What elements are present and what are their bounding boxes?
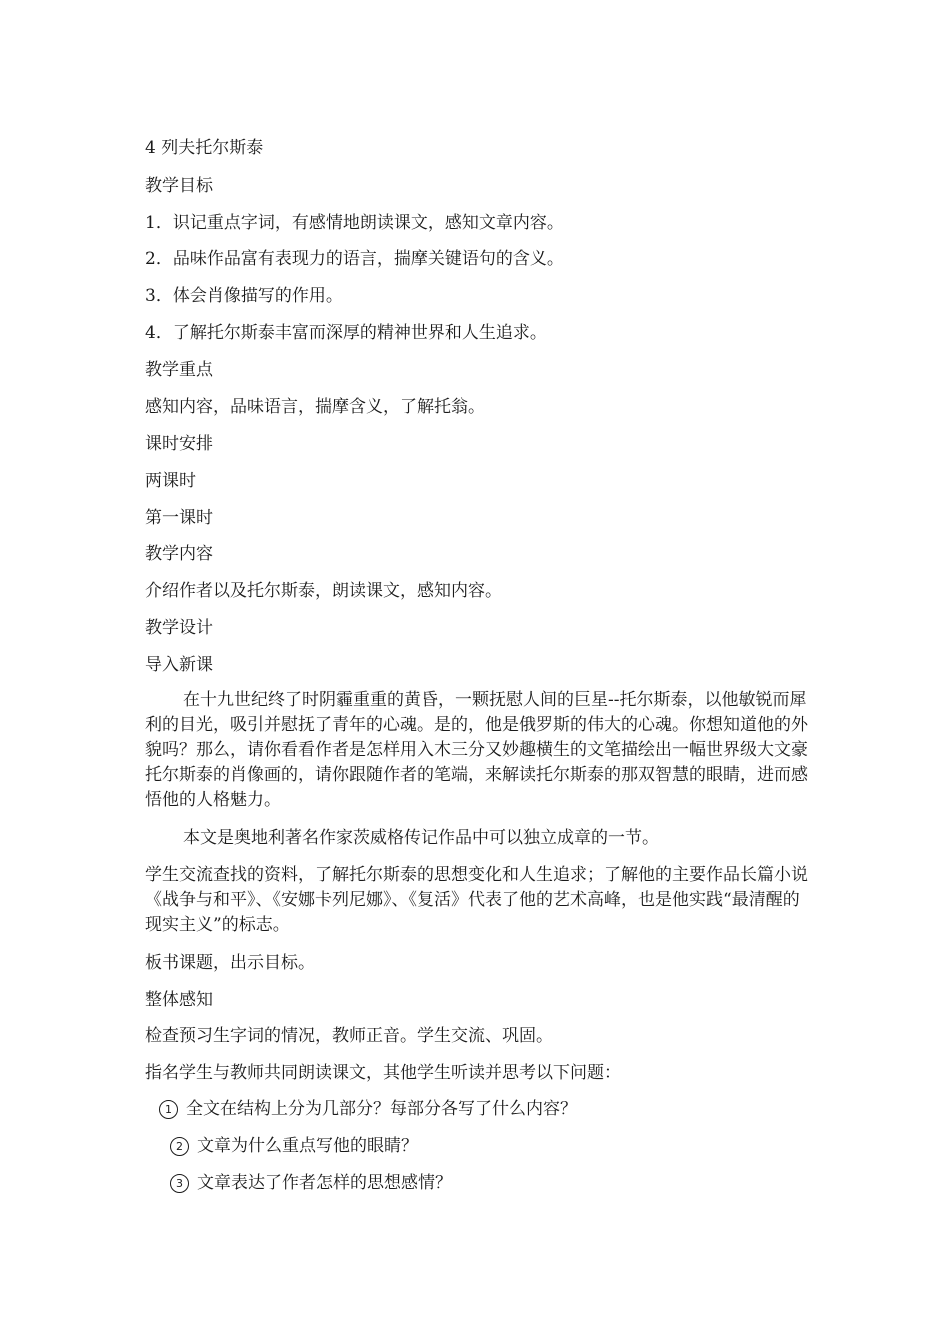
exchange-paragraph: 学生交流查找的资料，了解托尔斯泰的思想变化和人生追求；了解他的主要作品长篇小说《战争与和平》、《安娜卡列尼娜》、《复活》代表了他的艺术高峰，也是他实践“最清醒的现实主义”的标志。 xyxy=(145,865,808,935)
focus-text: 感知内容，品味语言，揣摩含义，了解托翁。 xyxy=(145,397,485,417)
schedule-text: 两课时 xyxy=(145,471,196,491)
goals-heading: 教学目标 xyxy=(145,176,213,196)
content-text: 介绍作者以及托尔斯泰，朗读课文，感知内容。 xyxy=(145,581,502,601)
intro-heading: 导入新课 xyxy=(145,655,213,675)
question-text: 全文在结构上分为几部分？每部分各写了什么内容？ xyxy=(186,1099,577,1119)
design-heading: 教学设计 xyxy=(145,618,213,638)
question-item xyxy=(170,1135,418,1157)
content-heading: 教学内容 xyxy=(145,544,213,564)
question-item xyxy=(159,1098,577,1120)
lesson-heading: 第一课时 xyxy=(145,508,213,528)
focus-heading: 教学重点 xyxy=(145,360,213,380)
board-text: 板书课题，出示目标。 xyxy=(145,953,315,973)
overall-heading: 整体感知 xyxy=(145,990,213,1010)
goal-item: 3．体会肖像描写的作用。 xyxy=(145,286,343,306)
question-text: 文章表达了作者怎样的思想感情？ xyxy=(197,1173,452,1193)
goal-item: 2．品味作品富有表现力的语言，揣摩关键语句的含义。 xyxy=(145,249,564,269)
question-text: 文章为什么重点写他的眼睛？ xyxy=(197,1136,418,1156)
question-item xyxy=(170,1172,452,1194)
circled-number: 3 xyxy=(170,1174,189,1193)
circled-number: 2 xyxy=(170,1137,189,1156)
check-text: 检查预习生字词的情况，教师正音。学生交流、巩固。 xyxy=(145,1026,553,1046)
goal-item: 1．识记重点字词，有感情地朗读课文，感知文章内容。 xyxy=(145,213,564,233)
intro-paragraph: 在十九世纪终了时阴霾重重的黄昏，一颗抚慰人间的巨星--托尔斯泰，以他敏锐而犀利的目光，吸引并慰抚了青年的心魂。是的，他是俄罗斯的伟大的心魂。你想知道他的外貌吗？那么，请你看看作者是怎样用入木三分又妙趣横生的文笔描绘出一幅世界级大文豪托尔斯泰的肖像画的，请你跟随作者的笔端，来解读托尔斯泰的那双智慧的眼睛，进而感悟他的人格魅力。 xyxy=(145,690,808,810)
read-text: 指名学生与教师共同朗读课文，其他学生听读并思考以下问题： xyxy=(145,1063,621,1083)
goal-item: 4．了解托尔斯泰丰富而深厚的精神世界和人生追求。 xyxy=(145,323,547,343)
schedule-heading: 课时安排 xyxy=(145,434,213,454)
lesson-title: 4 列夫托尔斯泰 xyxy=(145,138,264,158)
author-paragraph: 本文是奥地利著名作家茨威格传记作品中可以独立成章的一节。 xyxy=(183,828,659,848)
circled-number: 1 xyxy=(159,1100,178,1119)
